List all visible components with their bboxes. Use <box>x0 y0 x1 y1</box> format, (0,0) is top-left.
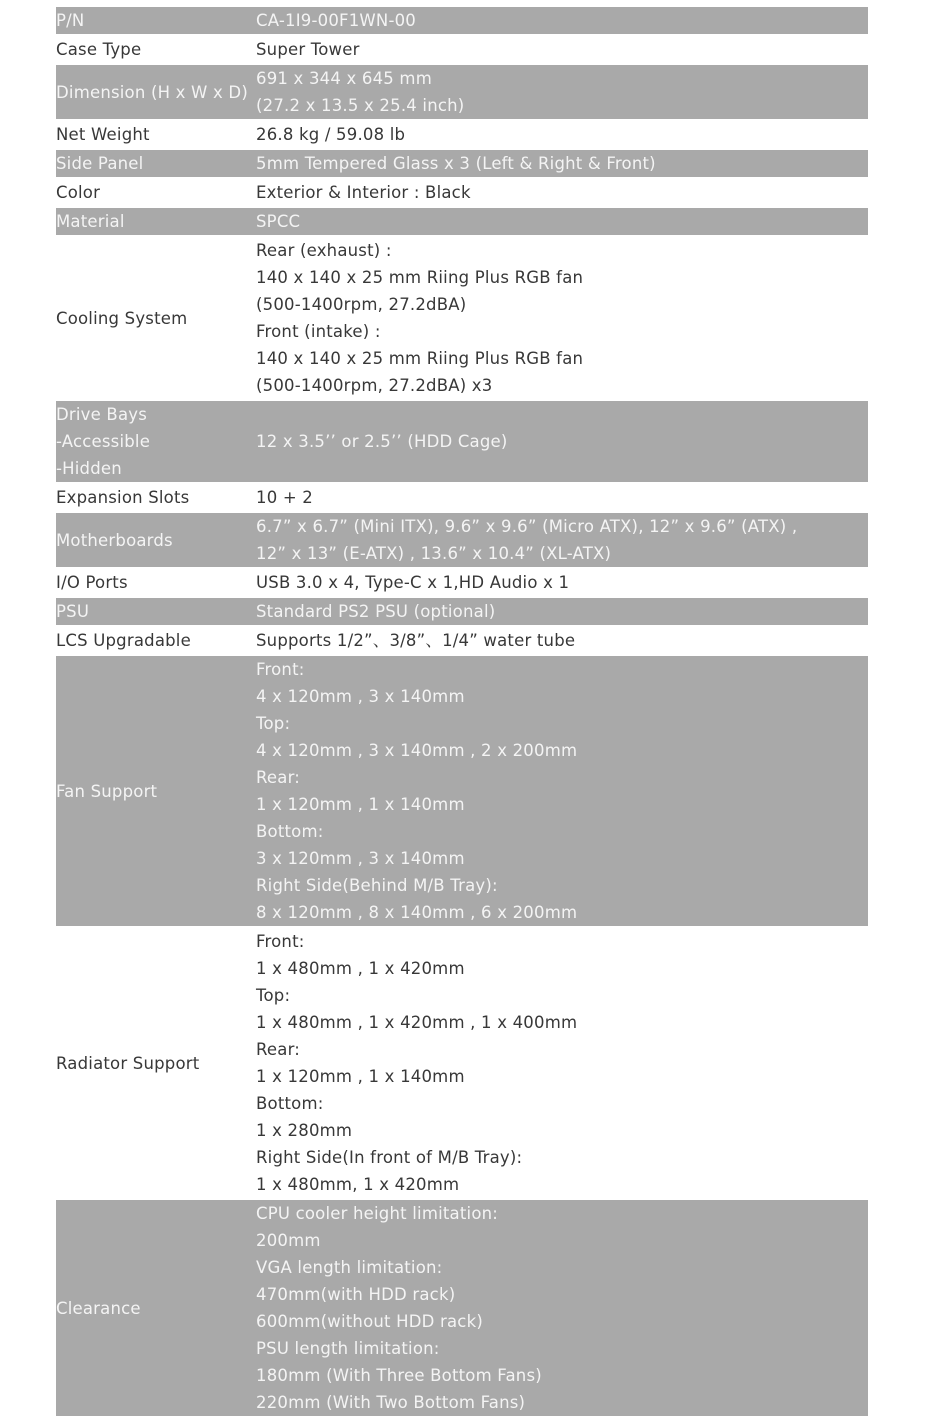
spec-value-line: 180mm (With Three Bottom Fans) <box>256 1366 542 1385</box>
spec-value-line: Rear: <box>256 1040 301 1059</box>
spec-value-line: 470mm(with HDD rack) <box>256 1285 456 1304</box>
spec-label <box>56 1199 256 1416</box>
spec-label <box>56 64 256 120</box>
spec-value-line: (500-1400rpm, 27.2dBA) x3 <box>256 376 493 395</box>
spec-label-line: I/O Ports <box>56 573 128 592</box>
spec-value-line: 4 x 120mm , 3 x 140mm <box>256 687 465 706</box>
spec-label <box>56 236 256 400</box>
spec-value-line: 600mm(without HDD rack) <box>256 1312 483 1331</box>
spec-value-line: 140 x 140 x 25 mm Riing Plus RGB fan <box>256 268 584 287</box>
spec-label <box>56 927 256 1199</box>
spec-value-line: 3 x 120mm , 3 x 140mm <box>256 849 465 868</box>
spec-table <box>56 7 868 1416</box>
spec-label-line: Side Panel <box>56 154 144 173</box>
spec-label <box>56 626 256 655</box>
spec-value-line: 5mm Tempered Glass x 3 (Left & Right & Front) <box>256 154 656 173</box>
spec-value-line: 6.7” x 6.7” (Mini ITX), 9.6” x 9.6” (Micro ATX), 12” x 9.6” (ATX) , <box>256 517 798 536</box>
spec-value-line: Super Tower <box>256 40 360 59</box>
spec-value-line: CPU cooler height limitation: <box>256 1204 499 1223</box>
spec-label-line: LCS Upgradable <box>56 631 191 650</box>
spec-row-clearance <box>56 1199 868 1416</box>
spec-value-line: 691 x 344 x 645 mm <box>256 69 432 88</box>
spec-row-p-n <box>56 7 868 35</box>
spec-value-line: CA-1I9-00F1WN-00 <box>256 11 417 30</box>
spec-value <box>256 1199 868 1416</box>
spec-value-line: 26.8 kg / 59.08 lb <box>256 125 406 144</box>
spec-value-line: 1 x 480mm, 1 x 420mm <box>256 1175 460 1194</box>
spec-row-expansion-slots <box>56 483 868 512</box>
spec-label <box>56 178 256 207</box>
spec-value <box>256 64 868 120</box>
spec-value-line: 1 x 120mm , 1 x 140mm <box>256 1067 465 1086</box>
spec-label-line: Expansion Slots <box>56 488 190 507</box>
spec-value <box>256 35 868 64</box>
spec-value-line: (500-1400rpm, 27.2dBA) <box>256 295 467 314</box>
spec-value-line: Supports 1/2”、3/8”、1/4” water tube <box>256 631 576 650</box>
spec-value <box>256 927 868 1199</box>
spec-value-line: VGA length limitation: <box>256 1258 443 1277</box>
spec-label-line: Dimension (H x W x D) <box>56 82 248 102</box>
spec-value-line: Right Side(In front of M/B Tray): <box>256 1148 523 1167</box>
spec-label <box>56 597 256 626</box>
spec-label <box>56 400 256 483</box>
spec-value-line: Standard PS2 PSU (optional) <box>256 602 496 621</box>
spec-value-line: 1 x 480mm , 1 x 420mm , 1 x 400mm <box>256 1013 578 1032</box>
spec-value-line: 220mm (With Two Bottom Fans) <box>256 1393 526 1412</box>
spec-value-line: PSU length limitation: <box>256 1339 440 1358</box>
spec-table-body <box>56 7 868 1416</box>
spec-label <box>56 512 256 568</box>
spec-value-line: 10 + 2 <box>256 488 314 507</box>
spec-label-line: Net Weight <box>56 125 150 144</box>
spec-value <box>256 207 868 236</box>
spec-value-line: 1 x 480mm , 1 x 420mm <box>256 959 465 978</box>
spec-row-motherboards <box>56 512 868 568</box>
spec-label <box>56 207 256 236</box>
spec-label <box>56 35 256 64</box>
spec-label-line: Drive Bays <box>56 405 148 424</box>
spec-label-line: Radiator Support <box>56 1053 200 1073</box>
spec-value-line: USB 3.0 x 4, Type-C x 1,HD Audio x 1 <box>256 573 570 592</box>
spec-label-line: Case Type <box>56 40 142 59</box>
spec-row-net-weight <box>56 120 868 149</box>
spec-value-line: Bottom: <box>256 822 324 841</box>
spec-value <box>256 626 868 655</box>
spec-value-line: 4 x 120mm , 3 x 140mm , 2 x 200mm <box>256 741 578 760</box>
spec-value <box>256 149 868 178</box>
spec-value-line: Right Side(Behind M/B Tray): <box>256 876 498 895</box>
spec-value-line: Exterior & Interior : Black <box>256 183 471 202</box>
spec-row-color <box>56 178 868 207</box>
spec-label-line: Clearance <box>56 1298 141 1318</box>
spec-value <box>256 7 868 35</box>
spec-label-line: -Hidden <box>56 459 122 478</box>
spec-label <box>56 120 256 149</box>
spec-value-line: (27.2 x 13.5 x 25.4 inch) <box>256 96 465 115</box>
spec-value <box>256 568 868 597</box>
spec-value-line: Rear (exhaust) : <box>256 241 392 260</box>
spec-value-line: Front: <box>256 932 305 951</box>
spec-value-line: 200mm <box>256 1231 321 1250</box>
spec-label-line: PSU <box>56 602 90 621</box>
spec-row-psu <box>56 597 868 626</box>
spec-row-material <box>56 207 868 236</box>
spec-label-line: -Accessible <box>56 432 151 451</box>
spec-label-line: Cooling System <box>56 308 188 328</box>
spec-value <box>256 483 868 512</box>
spec-row-side-panel <box>56 149 868 178</box>
spec-label <box>56 483 256 512</box>
spec-label-line: Color <box>56 183 101 202</box>
spec-value-line: Top: <box>256 986 291 1005</box>
spec-value-line: 8 x 120mm , 8 x 140mm , 6 x 200mm <box>256 903 578 922</box>
spec-row-lcs-upgradable <box>56 626 868 655</box>
spec-value-line: 1 x 120mm , 1 x 140mm <box>256 795 465 814</box>
spec-value-line: 140 x 140 x 25 mm Riing Plus RGB fan <box>256 349 584 368</box>
spec-value-line: Front (intake) : <box>256 322 381 341</box>
spec-value-line: 12 x 3.5’’ or 2.5’’ (HDD Cage) <box>256 432 508 451</box>
spec-value <box>256 400 868 483</box>
spec-label-line: Motherboards <box>56 530 173 550</box>
spec-value-line: Bottom: <box>256 1094 324 1113</box>
spec-row-drive-bays <box>56 400 868 483</box>
spec-label-line: Material <box>56 212 125 231</box>
spec-label <box>56 149 256 178</box>
spec-row-fan-support <box>56 655 868 927</box>
spec-label <box>56 568 256 597</box>
spec-label <box>56 655 256 927</box>
spec-label <box>56 7 256 35</box>
spec-label-line: Fan Support <box>56 781 158 801</box>
spec-row-cooling-system <box>56 236 868 400</box>
spec-row-case-type <box>56 35 868 64</box>
spec-row-i-o-ports <box>56 568 868 597</box>
spec-value <box>256 512 868 568</box>
spec-value-line: Rear: <box>256 768 301 787</box>
spec-row-radiator-support <box>56 927 868 1199</box>
spec-value-line: Top: <box>256 714 291 733</box>
spec-label-line: P/N <box>56 11 85 30</box>
spec-value <box>256 120 868 149</box>
spec-value-line: SPCC <box>256 212 301 231</box>
spec-value <box>256 178 868 207</box>
spec-value <box>256 597 868 626</box>
spec-value <box>256 236 868 400</box>
spec-value-line: 12” x 13” (E-ATX) , 13.6” x 10.4” (XL-ATX) <box>256 544 612 563</box>
spec-value <box>256 655 868 927</box>
spec-value-line: 1 x 280mm <box>256 1121 353 1140</box>
spec-value-line: Front: <box>256 660 305 679</box>
spec-row-dimension-h-x-w-x-d <box>56 64 868 120</box>
